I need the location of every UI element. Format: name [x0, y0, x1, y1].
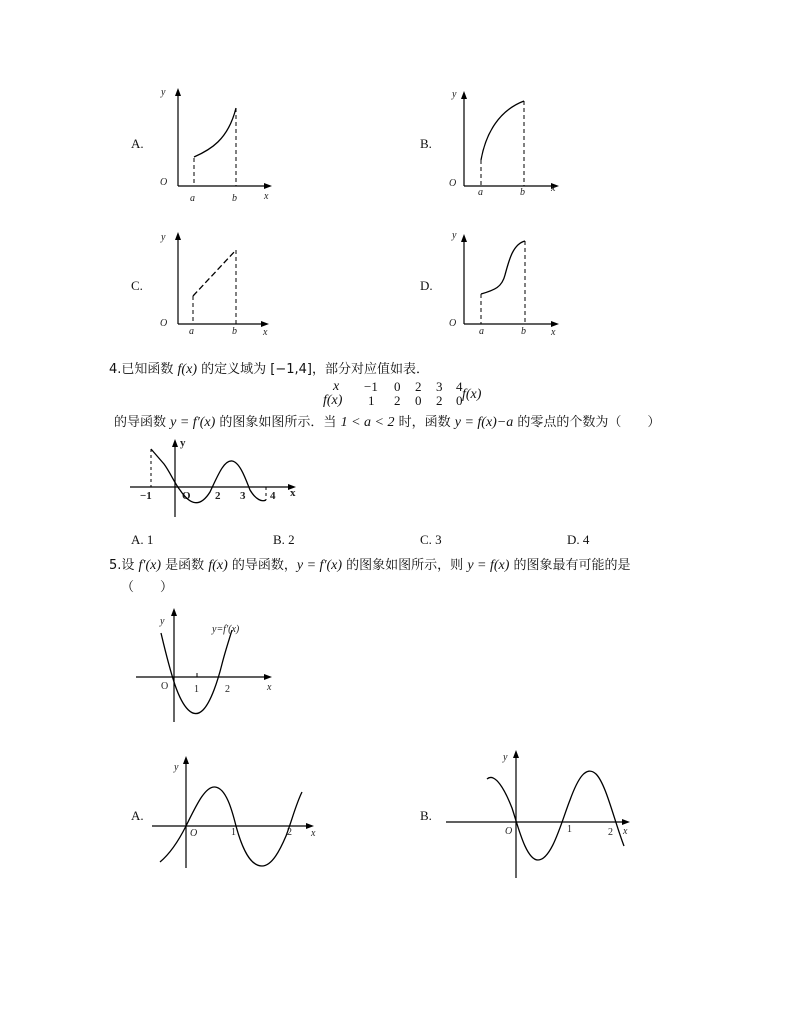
option-d-y: y: [452, 230, 457, 241]
q4-stem-line1: 4.已知函数 f(x) 的定义域为 [−1,4]，部分对应值如表．: [109, 362, 429, 377]
table-f-val: 2: [436, 393, 443, 408]
q4-choice-b[interactable]: B. 2: [273, 532, 295, 547]
option-d-tick-b: b: [521, 326, 526, 337]
q4-stem-line2: 的导函数 y = f′(x) 的图象如图所示．当 1 < a < 2 时，函数 y = f(x)−a 的零点的个数为（ ）: [114, 415, 661, 430]
q4-tick-3: 3: [240, 490, 246, 502]
option-a-tick-a: a: [190, 193, 195, 204]
q5-curve-label: y=f′(x): [212, 624, 240, 635]
option-a-tick-b: b: [232, 193, 237, 204]
q4-choice-a[interactable]: A. 1: [131, 532, 154, 547]
option-b-o: O: [449, 178, 457, 189]
q5a-tick-1: 1: [231, 827, 236, 838]
q4-tick-2: 2: [215, 490, 221, 502]
option-a-o: O: [160, 177, 168, 188]
q5-o: O: [161, 681, 169, 692]
table-x-val: 0: [394, 379, 401, 394]
q5a-x: x: [311, 828, 316, 839]
option-c-tick-b: b: [232, 326, 237, 337]
q5-tick-2: 2: [225, 684, 230, 695]
option-b-label[interactable]: B.: [420, 136, 432, 151]
q5a-o: O: [190, 828, 198, 839]
q5a-y: y: [174, 762, 179, 773]
q4-choice-c[interactable]: C. 3: [420, 532, 442, 547]
option-c-label[interactable]: C.: [131, 278, 143, 293]
q5-number: 5.: [109, 558, 122, 573]
option-b-x: x: [551, 183, 556, 194]
q4-choice-d[interactable]: D. 4: [567, 532, 590, 547]
table-f-val: 0: [456, 393, 463, 408]
option-d-x: x: [551, 327, 556, 338]
option-c-tick-a: a: [189, 326, 194, 337]
table-x-val: 2: [415, 379, 422, 394]
option-c-y: y: [161, 232, 166, 243]
q5b-o: O: [505, 826, 513, 837]
q4-o: O: [182, 490, 191, 502]
q5a-tick-2: 2: [287, 827, 292, 838]
q5-option-a-label[interactable]: A.: [131, 808, 144, 823]
q5-option-b-label[interactable]: B.: [420, 808, 432, 823]
option-a-label[interactable]: A.: [131, 136, 144, 151]
q4-tick-4: 4: [270, 490, 276, 502]
q4-number: 4.: [109, 362, 122, 377]
q4-fx: f(x): [177, 362, 197, 377]
q4-x: x: [290, 487, 296, 499]
table-f-val: 2: [394, 393, 401, 408]
table-x-val: 3: [436, 379, 443, 394]
q5-stem-line1: 5.设 f′(x) 是函数 f(x) 的导函数，y = f′(x) 的图象如图所示，则 y = f(x) 的图象最有可能的是: [109, 558, 631, 573]
q4-y: y: [180, 437, 186, 449]
option-b-tick-b: b: [520, 187, 525, 198]
table-f-val: 1: [368, 393, 375, 408]
table-x-val: −1: [364, 379, 378, 394]
option-a-y: y: [161, 87, 166, 98]
table-f-head: f(x): [323, 393, 343, 408]
q5b-curve: [487, 771, 624, 860]
table-x-val: 4: [456, 379, 463, 394]
option-d-o: O: [449, 318, 457, 329]
table-f-val: 0: [415, 393, 422, 408]
q5-answer-paren: （ ）: [121, 580, 174, 595]
option-c-o: O: [160, 318, 168, 329]
q5-tick-1: 1: [194, 684, 199, 695]
option-a-x: x: [264, 191, 269, 202]
option-d-tick-a: a: [479, 326, 484, 337]
q5b-y: y: [503, 752, 508, 763]
option-b-tick-a: a: [478, 187, 483, 198]
table-tail-fx: f(x): [462, 387, 482, 402]
option-b-y: y: [452, 89, 457, 100]
q5-y: y: [160, 616, 165, 627]
option-d-label[interactable]: D.: [420, 278, 433, 293]
q5-x: x: [267, 682, 272, 693]
table-x-head: x: [333, 379, 340, 394]
q5b-tick-1: 1: [567, 824, 572, 835]
q5b-tick-2: 2: [608, 827, 613, 838]
q5b-x: x: [623, 826, 628, 837]
option-c-x: x: [263, 327, 268, 338]
q4-tick-m1: −1: [140, 490, 152, 502]
